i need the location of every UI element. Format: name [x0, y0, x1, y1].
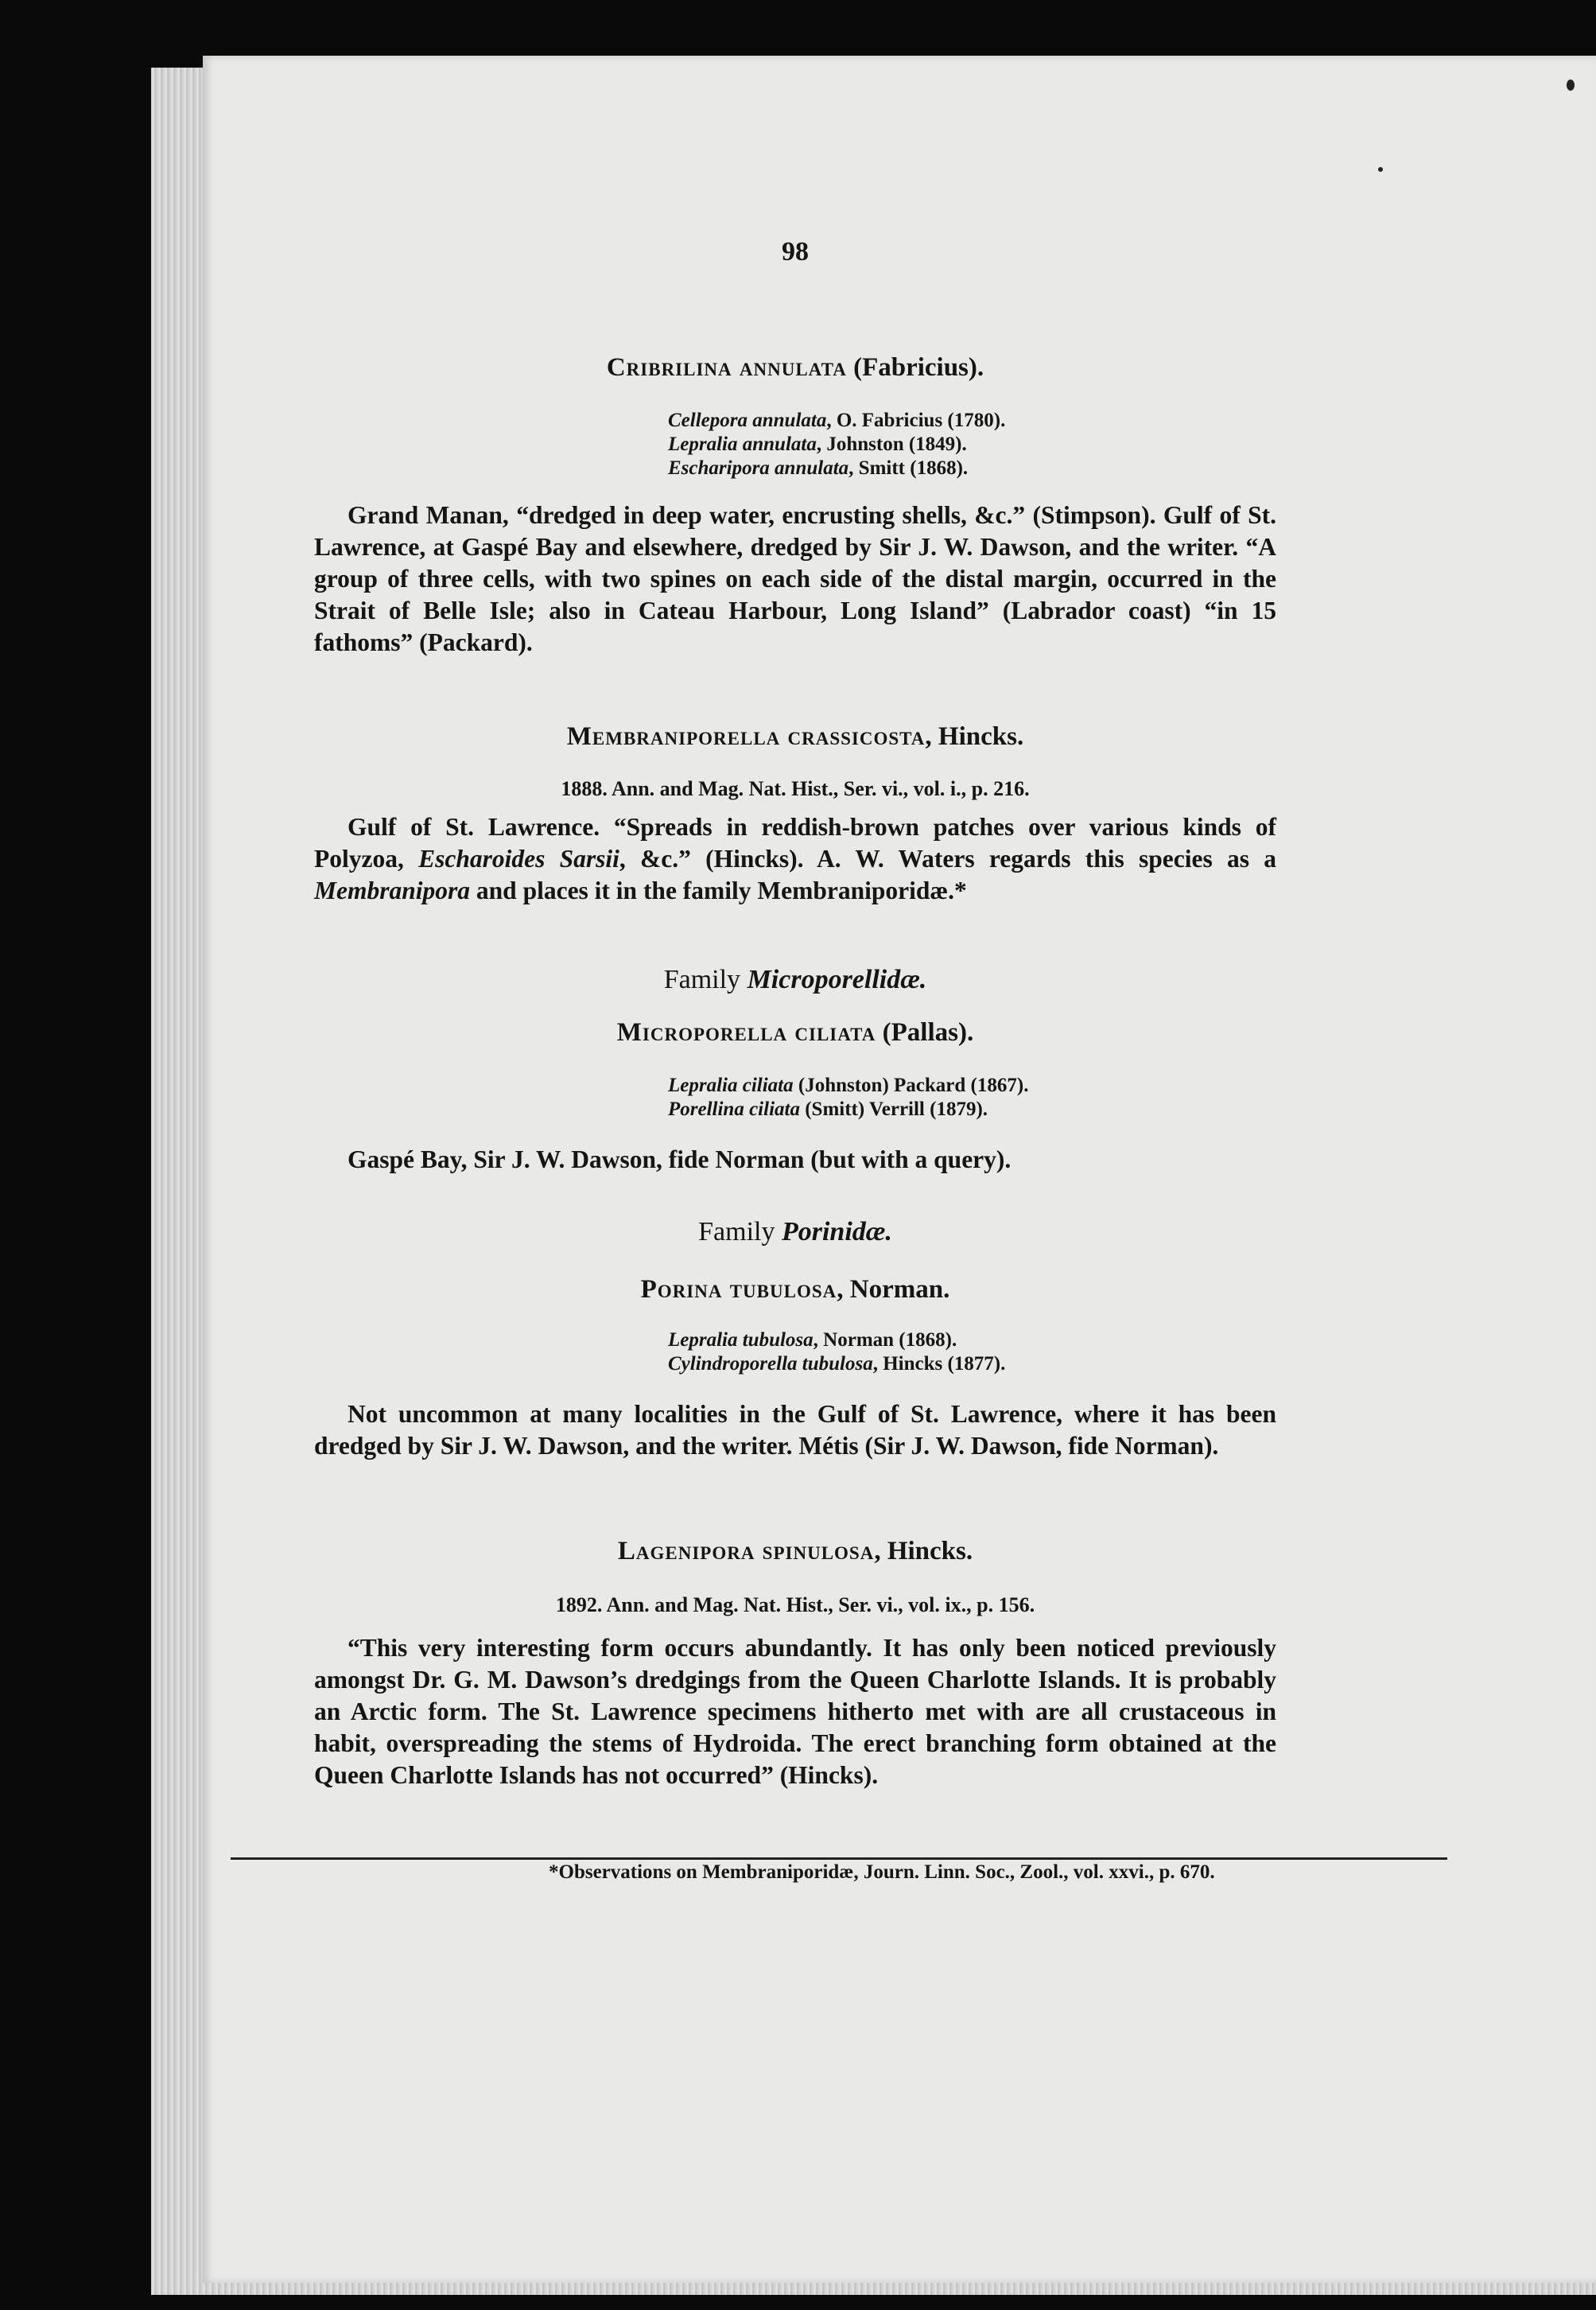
species-name: Lagenipora spinulosa	[617, 1537, 875, 1565]
paragraph-text: , &c.” (Hincks). A. W. Waters regards this species as a	[619, 845, 1276, 873]
synonym-name: Escharipora annulata	[668, 457, 849, 479]
synonym-name: Cylindroporella tubulosa	[668, 1353, 873, 1375]
footnote-rule	[231, 1857, 1447, 1860]
species-name: Microporella ciliata	[616, 1018, 876, 1047]
species-authority: , Norman.	[837, 1275, 950, 1304]
synonym-citation: , Norman (1868).	[813, 1329, 957, 1351]
species-heading	[314, 1275, 1276, 1305]
synonym-name: Porellina ciliata	[668, 1099, 800, 1120]
synonym-line	[668, 1330, 957, 1351]
family-heading	[314, 1217, 1276, 1247]
paragraph-text: and places it in the family Membraniporidæ.*	[470, 877, 967, 904]
species-authority: , Hincks.	[874, 1537, 973, 1565]
species-name: Membraniporella crassicosta	[566, 722, 926, 751]
body-paragraph: Gaspé Bay, Sir J. W. Dawson, fide Norman (but with a query).	[348, 1145, 1012, 1173]
family-heading	[314, 965, 1276, 995]
species-heading	[314, 722, 1276, 752]
body-paragraph: Not uncommon at many localities in the Gulf of St. Lawrence, where it has been dredged by Sir J. W. Dawson, and the writer. Métis (Sir J. W. Dawson, fide Norman).	[314, 1400, 1276, 1460]
synonym-line	[668, 1354, 1005, 1375]
species-name: Porina tubulosa	[640, 1275, 837, 1304]
synonym-citation: (Smitt) Verrill (1879).	[799, 1099, 988, 1120]
synonym-citation: , Smitt (1868).	[848, 457, 969, 479]
species-authority: (Fabricius).	[846, 353, 984, 382]
family-label: Family	[663, 965, 748, 994]
ink-speck	[1567, 80, 1575, 91]
species-name: Cribrilina annulata	[606, 353, 847, 382]
paragraph-italic: Membranipora	[314, 877, 471, 904]
footnote: *Observations on Membraniporidæ, Journ. Linn. Soc., Zool., vol. xxvi., p. 670.	[549, 1861, 1215, 1883]
ink-speck	[1378, 167, 1383, 172]
family-label: Family	[698, 1217, 782, 1246]
body-paragraph	[314, 811, 1276, 907]
species-authority: , Hincks.	[925, 722, 1024, 751]
family-name: Porinidæ.	[781, 1217, 892, 1246]
synonym-citation: (Johnston) Packard (1867).	[793, 1075, 1029, 1096]
synonym-line	[668, 458, 968, 479]
species-authority: (Pallas).	[876, 1018, 974, 1047]
species-heading	[314, 1537, 1276, 1566]
synonym-line	[668, 410, 1005, 431]
synonym-citation: , Johnston (1849).	[816, 434, 967, 455]
synonym-line	[668, 1099, 988, 1120]
body-paragraph: Grand Manan, “dredged in deep water, encrusting shells, &c.” (Stimpson). Gulf of St. Lawrence, at Gaspé Bay and elsewhere, dredged by Sir J. W. Dawson, and the writer. “A group of three cells, with two spines on each side of the distal margin, occurred in the Strait of Belle Isle; also in Cateau Harbour, Long Island” (Labrador coast) “in 15 fathoms” (Packard).	[314, 501, 1276, 656]
synonym-name: Lepralia annulata	[668, 434, 817, 455]
literature-reference: 1888. Ann. and Mag. Nat. Hist., Ser. vi., vol. i., p. 216.	[561, 777, 1030, 800]
paragraph-italic: Escharoides Sarsii	[418, 845, 619, 873]
synonym-name: Lepralia ciliata	[668, 1075, 794, 1096]
synonym-citation: , Hincks (1877).	[872, 1353, 1006, 1375]
synonym-line	[668, 1075, 1028, 1096]
page-number: 98	[782, 237, 809, 266]
paragraph-text: Gulf of St. Lawrence. “Spreads in reddish-brown patches over various kinds of Polyzoa,	[314, 813, 1276, 873]
synonym-name: Cellepora annulata	[668, 410, 827, 431]
species-heading	[314, 353, 1276, 383]
synonym-name: Lepralia tubulosa	[668, 1329, 814, 1351]
literature-reference: 1892. Ann. and Mag. Nat. Hist., Ser. vi., vol. ix., p. 156.	[555, 1593, 1035, 1616]
synonym-citation: , O. Fabricius (1780).	[826, 410, 1006, 431]
synonym-line	[668, 434, 967, 455]
species-heading	[314, 1018, 1276, 1048]
body-paragraph: “This very interesting form occurs abundantly. It has only been noticed previously amongst Dr. G. M. Dawson’s dredgings from the Queen Charlotte Islands. It is probably an Arctic form. The St. Lawrence specimens hitherto met with are all crustaceous in habit, overspreading the stems of Hydroida. The erect branching form obtained at the Queen Charlotte Islands has not occurred” (Hincks).	[314, 1634, 1276, 1789]
family-name: Microporellidæ.	[747, 965, 927, 994]
